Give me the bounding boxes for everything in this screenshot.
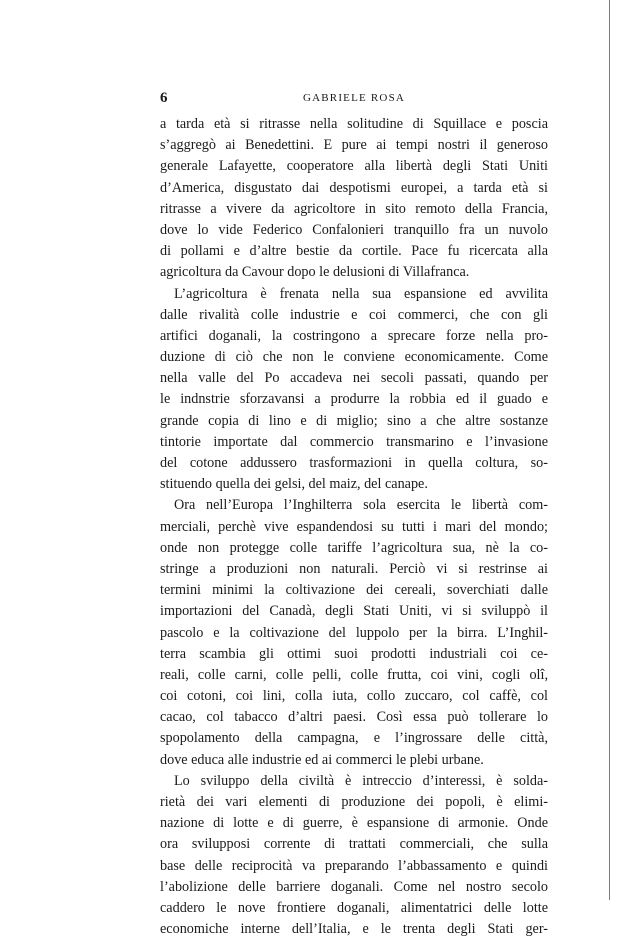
text-line: reali, colle carni, colle pelli, colle frutta, coi vini, cogli olî, [160,666,548,683]
text-line: dalle rivalità colle industrie e coi commerci, che con gli [160,306,548,323]
text-line: cacao, col tabacco d’altri paesi. Così essa può tollerare lo [160,709,548,726]
text-line: ora svilupposi corrente di trattati commerciali, che sulla [160,836,548,853]
body-text [160,114,548,940]
text-line: termini minimi la coltivazione dei cereali, soverchiati dalle [160,582,548,599]
text-line: L’agricoltura è frenata nella sua espansione ed avvilita [174,285,548,302]
text-line: stringe a produzioni non naturali. Perciò vi si restrinse ai [160,560,548,577]
text-line: dove lo vide Federico Confalonieri tranquillo fra un nuvolo [160,221,548,238]
running-head: GABRIELE ROSA [302,92,406,104]
text-line: caddero le nove frontiere doganali, alimentatrici delle lotte [160,899,548,916]
text-line: merciali, perchè vive espandendosi su tutti i mari del mondo; [160,518,548,535]
text-line: Ora nell’Europa l’Inghilterra sola esercita le libertà com- [174,497,548,514]
text-line: terra scambia gli ottimi suoi prodotti industriali coi ce- [160,645,548,662]
text-line: l’abolizione delle barriere doganali. Come nel nostro secolo [160,878,548,895]
text-line: a tarda età si ritrasse nella solitudine di Squillace e poscia [160,116,548,132]
text-line: le indnstrie sforzavansi a produrre la robbia ed il guado e [160,391,548,408]
text-line: economiche interne dell’Italia, e le trenta degli Stati ger- [160,921,548,938]
text-line: Lo sviluppo della civiltà è intreccio d’interessi, è solda- [174,772,548,789]
text-line: di pollami e d’altre bestie da cortile. Pace fu ricercata alla [160,243,548,260]
page-header [160,88,548,108]
text-line: pascolo e la coltivazione del luppolo per la birra. L’Inghil- [160,624,548,641]
text-line: importazioni del Canadà, degli Stati Uniti, vi si sviluppò il [160,603,548,620]
text-line: nazione di lotte e di guerre, è espansione di armonie. Onde [160,815,548,832]
text-line: dove educa alle industrie ed ai commerci le plebi urbane. [160,751,484,768]
text-line: duzione di ciò che non le conviene economicamente. Come [160,349,548,366]
text-line: coi cotoni, coi lini, colla iuta, collo zuccaro, col caffè, col [160,688,548,705]
text-line: base delle reciprocità va preparando l’abbassamento e quindi [160,857,548,874]
text-line: agricoltura da Cavour dopo le delusioni di Villafranca. [160,264,470,281]
text-line: ritrasse a vivere da agricoltore in sito remoto della Francia, [160,200,548,217]
text-line: d’America, disgustato dai despotismi europei, a tarda età si [160,179,548,196]
text-line: rietà dei vari elementi di produzione dei popoli, è elimi- [160,794,548,810]
page-number: 6 [160,90,168,106]
text-line: nella valle del Po accadeva nei secoli passati, quando per [160,370,548,387]
book-page [160,88,548,940]
text-line: spopolamento della campagna, e l’ingrossare delle città, [160,730,548,747]
text-line: artifici doganali, la costringono a sprecare forze nella pro- [160,327,548,344]
text-line: tintorie importate dal commercio transmarino e l’invasione [160,433,548,450]
text-line: generale Lafayette, cooperatore alla libertà degli Stati Uniti [160,158,548,175]
text-line: del cotone addussero trasformazioni in quella coltura, so- [160,455,548,471]
page-edge-line [609,0,610,900]
text-line: s’aggregò ai Benedettini. E pure ai tempi nostri il generoso [160,137,548,154]
text-line: onde non protegge colle tariffe l’agricoltura sua, nè la co- [160,539,548,556]
text-line: stituendo quella dei gelsi, del maiz, del canape. [160,476,428,493]
text-line: grande copia di lino e di miglio; sino a che altre sostanze [160,412,548,429]
